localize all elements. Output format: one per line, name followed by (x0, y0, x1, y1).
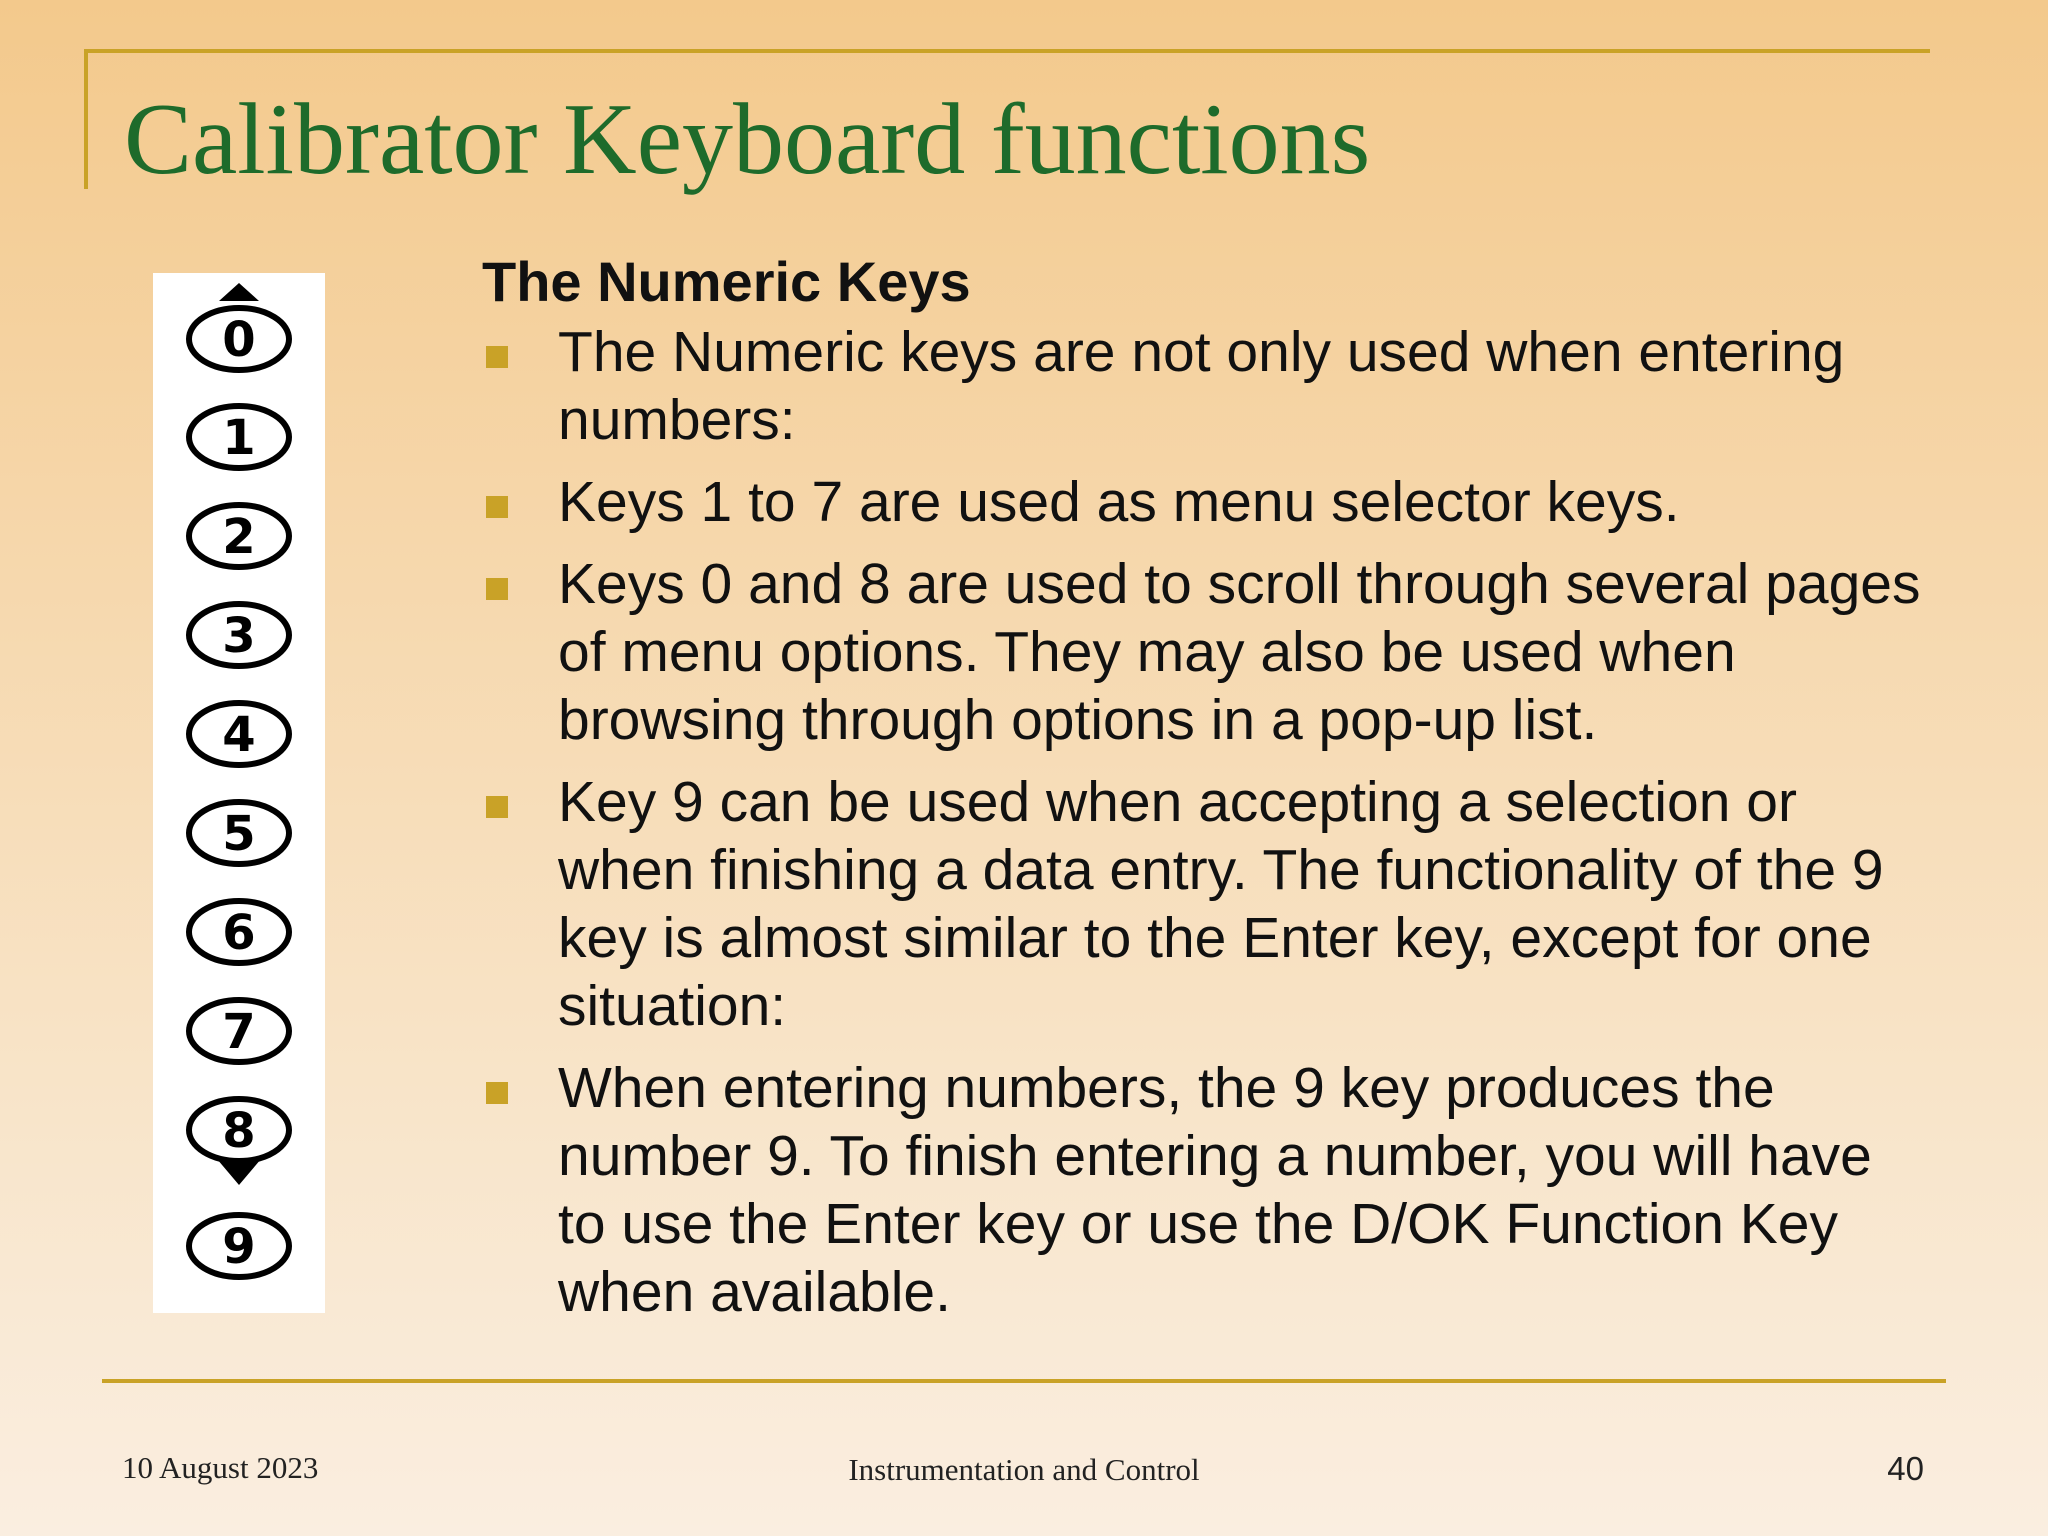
square-bullet-icon (486, 496, 508, 518)
bottom-rule (102, 1379, 1946, 1383)
key-8-label: 8 (222, 1103, 256, 1159)
key-8-down-arrow (217, 1159, 261, 1185)
numeric-keypad-image (153, 273, 325, 1313)
bullet-text: Keys 1 to 7 are used as menu selector keys. (558, 470, 1680, 534)
bullet-list (482, 318, 1922, 1326)
bullet-item (482, 550, 1922, 754)
bullet-item (482, 318, 1922, 454)
key-3-label: 3 (222, 608, 256, 664)
key-9-label: 9 (222, 1219, 256, 1275)
key-0-label: 0 (222, 312, 256, 368)
bullet-text: When entering numbers, the 9 key produces the number 9. To finish entering a number, you will have to use the Enter key or use the D/OK Function Key when available. (558, 1056, 1872, 1324)
key-4-label: 4 (222, 707, 256, 763)
key-1-label: 1 (222, 410, 256, 466)
bullet-item (482, 768, 1922, 1040)
key-5-label: 5 (222, 806, 256, 862)
footer-date: 10 August 2023 (122, 1450, 319, 1485)
bullet-text: Keys 0 and 8 are used to scroll through several pages of menu options. They may also be used when browsing through options in a pop-up list. (558, 552, 1921, 752)
key-2-label: 2 (222, 509, 256, 565)
bullet-item (482, 1054, 1922, 1326)
key-6-label: 6 (222, 905, 256, 961)
slide-title: Calibrator Keyboard functions (124, 83, 1371, 196)
top-rule (84, 49, 1930, 53)
bullet-item (482, 468, 1922, 536)
key-7-label: 7 (222, 1004, 256, 1060)
key-0-up-arrow (219, 283, 259, 301)
left-rule (84, 49, 88, 189)
page-number: 40 (1887, 1450, 1924, 1487)
subheading: The Numeric Keys (482, 250, 971, 313)
square-bullet-icon (486, 578, 508, 600)
footer-title: Instrumentation and Control (848, 1452, 1200, 1487)
square-bullet-icon (486, 1082, 508, 1104)
bullet-text: Key 9 can be used when accepting a selection or when finishing a data entry. The functionality of the 9 key is almost similar to the Enter key, except for one situation: (558, 770, 1884, 1038)
square-bullet-icon (486, 796, 508, 818)
square-bullet-icon (486, 346, 508, 368)
bullet-text: The Numeric keys are not only used when entering numbers: (558, 320, 1845, 452)
slide-content (482, 248, 1922, 1340)
